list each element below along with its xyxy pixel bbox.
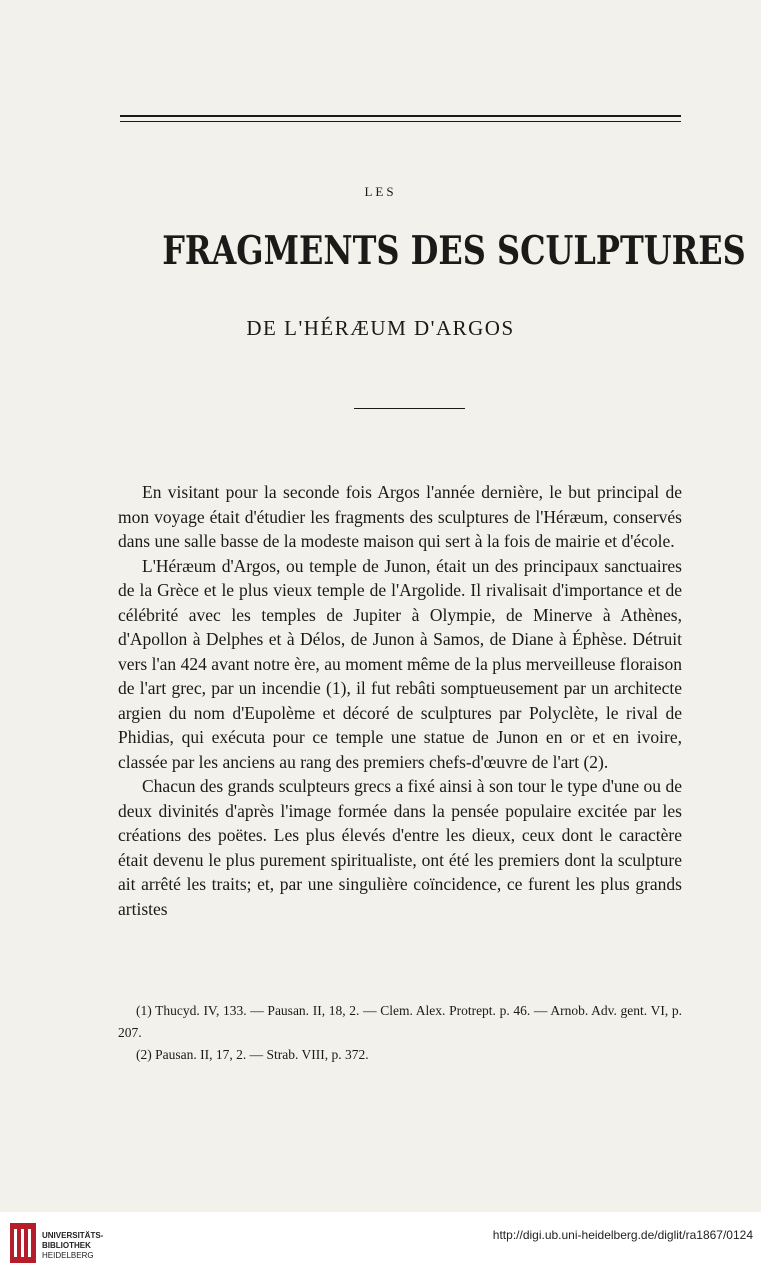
university-library-logo-icon (10, 1223, 36, 1263)
footnotes (118, 1000, 682, 1066)
paragraph-2: L'Héræum d'Argos, ou temple de Junon, était un des principaux sanctuaires de la Grèce et le plus vieux temple de l'Argolide. Il rivalisait d'importance et de célébrité avec les temples de Jupiter à Olympie, de Minerve à Athènes, d'Apollon à Delphes et à Délos, de Junon à Samos, de Diane à Éphèse. Détruit vers l'an 424 avant notre ère, au moment même de la plus merveilleuse floraison de l'art grec, par un incendie (1), il fut rebâti somptueusement par un architecte argien du nom d'Eupolème et décoré de sculptures par Polyclète, le rival de Phidias, qui exécuta pour ce temple une statue de Junon en or et en ivoire, classée par les anciens au rang des premiers chefs-d'œuvre de l'art (2). (118, 555, 682, 772)
page-title: FRAGMENTS DES SCULPTURES (162, 228, 746, 274)
source-url-link[interactable]: http://digi.ub.uni-heidelberg.de/diglit/ra1867/0124 (492, 1228, 753, 1242)
footnote-2: (2) Pausan. II, 17, 2. — Strab. VIII, p. 372. (136, 1047, 369, 1062)
header-rule-thick (120, 115, 681, 117)
library-name-line1: UNIVERSITÄTS- (42, 1231, 104, 1240)
library-name-line2: BIBLIOTHEK (42, 1241, 91, 1250)
pre-title: LES (364, 184, 397, 199)
title-divider (354, 408, 465, 409)
footnote-1: (1) Thucyd. IV, 133. — Pausan. II, 18, 2. — Clem. Alex. Protrept. p. 46. — Arnob. Adv. gent. VI, p. 207. (118, 1003, 682, 1040)
article-body (118, 480, 682, 921)
header-rule-thin (120, 121, 681, 122)
page-subtitle: DE L'HÉRÆUM D'ARGOS (246, 316, 515, 340)
paragraph-3: Chacun des grands sculpteurs grecs a fixé ainsi à son tour le type d'une ou de deux divinités d'après l'image formée dans la pensée populaire excitée par les créations des poëtes. Les plus élevés d'entre les dieux, ceux dont le caractère était devenu le plus purement spiritualiste, ont été les premiers dont la sculpture ait arrêté les traits; et, par une singulière coïncidence, ce furent les plus grands artistes (118, 776, 682, 919)
paragraph-1: En visitant pour la seconde fois Argos l'année dernière, le but principal de mon voyage était d'étudier les fragments des sculptures de l'Héræum, conservés dans une salle basse de la modeste maison qui sert à la fois de mairie et d'école. (118, 482, 682, 551)
library-name-line3: HEIDELBERG (42, 1251, 94, 1260)
viewer-footer (0, 1212, 761, 1272)
library-name (42, 1231, 103, 1261)
